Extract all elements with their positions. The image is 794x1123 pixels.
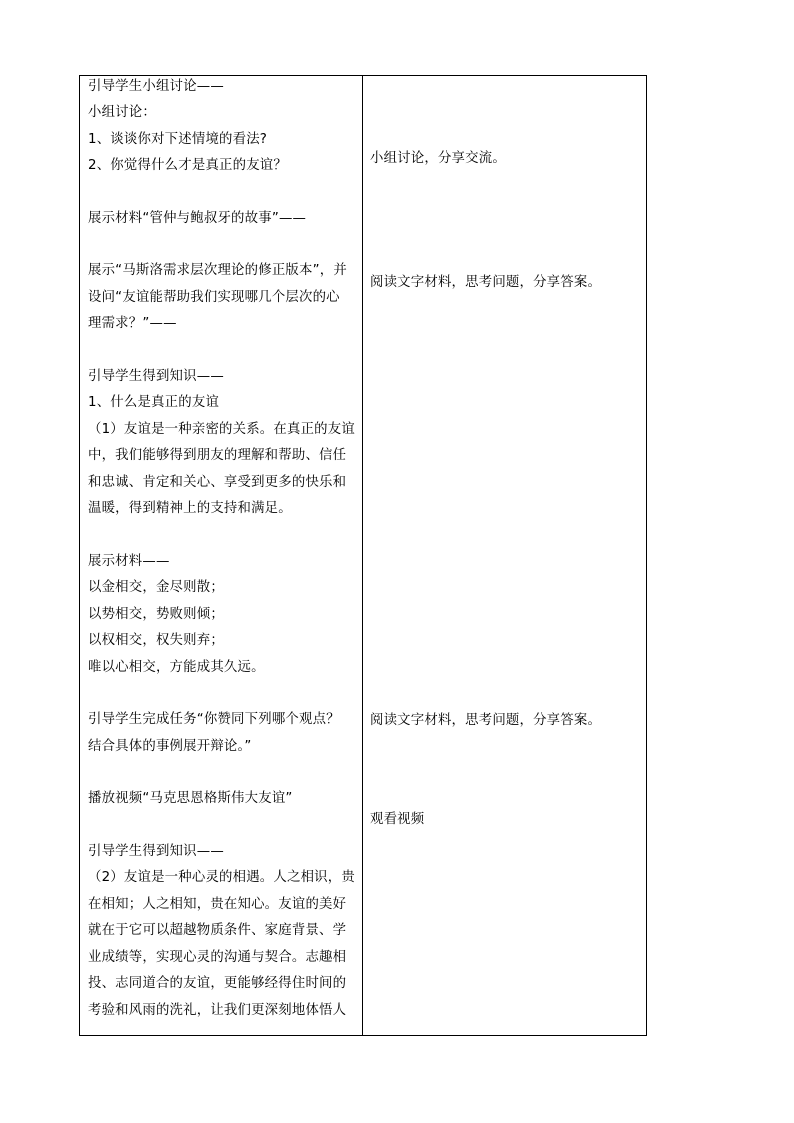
column-divider bbox=[362, 76, 363, 1035]
text-line: 业成绩等，实现心灵的沟通与契合。志趣相 bbox=[88, 950, 347, 965]
text-line: 引导学生得到知识—— bbox=[88, 369, 224, 384]
text-line: （2）友谊是一种心灵的相遇。人之相识，贵 bbox=[88, 870, 355, 885]
text-line: 小组讨论： bbox=[88, 105, 156, 120]
text-line: 以势相交，势败则倾； bbox=[88, 607, 224, 622]
text-line: 展示材料—— bbox=[88, 554, 170, 569]
text-line: 投、志同道合的友谊，更能够经得住时间的 bbox=[88, 976, 347, 991]
text-line: 2、你觉得什么才是真正的友谊？ bbox=[88, 158, 287, 173]
text-line: 1、谈谈你对下述情境的看法? bbox=[88, 132, 268, 147]
text-line: 展示材料“管仲与鲍叔牙的故事”—— bbox=[88, 211, 307, 226]
lesson-table bbox=[79, 75, 647, 1036]
text-line: 在相知；人之相知，贵在知心。友谊的美好 bbox=[88, 897, 347, 912]
student-activity-text: 阅读文字材料，思考问题，分享答案。 bbox=[370, 275, 602, 290]
text-line: 设问“友谊能帮助我们实现哪几个层次的心 bbox=[88, 290, 340, 305]
text-line: 展示“马斯洛需求层次理论的修正版本”，并 bbox=[88, 263, 347, 278]
student-activity-text: 阅读文字材料，思考问题，分享答案。 bbox=[370, 713, 602, 728]
text-line: 理需求？”—— bbox=[88, 316, 177, 331]
text-line: 以金相交，金尽则散； bbox=[88, 580, 224, 595]
text-line: 以权相交，权失则弃； bbox=[88, 633, 224, 648]
text-line: 引导学生小组讨论—— bbox=[88, 79, 224, 94]
student-activity-text: 观看视频 bbox=[370, 812, 425, 827]
text-line: 结合具体的事例展开辩论。” bbox=[88, 739, 252, 754]
text-line: （1）友谊是一种亲密的关系。在真正的友谊 bbox=[88, 422, 355, 437]
text-line: 引导学生完成任务“你赞同下列哪个观点？ bbox=[88, 712, 340, 727]
text-line: 唯以心相交，方能成其久远。 bbox=[88, 660, 265, 675]
text-line: 温暖，得到精神上的支持和满足。 bbox=[88, 501, 292, 516]
text-line: 考验和风雨的洗礼，让我们更深刻地体悟人 bbox=[88, 1003, 347, 1018]
text-line: 中，我们能够得到朋友的理解和帮助、信任 bbox=[88, 448, 347, 463]
text-line: 播放视频“马克思恩格斯伟大友谊” bbox=[88, 791, 293, 806]
text-line: 引导学生得到知识—— bbox=[88, 844, 224, 859]
student-activity-text: 小组讨论，分享交流。 bbox=[370, 151, 506, 166]
text-line: 1、什么是真正的友谊 bbox=[88, 395, 220, 410]
text-line: 和忠诚、肯定和关心、享受到更多的快乐和 bbox=[88, 475, 347, 490]
text-line: 就在于它可以超越物质条件、家庭背景、学 bbox=[88, 923, 347, 938]
